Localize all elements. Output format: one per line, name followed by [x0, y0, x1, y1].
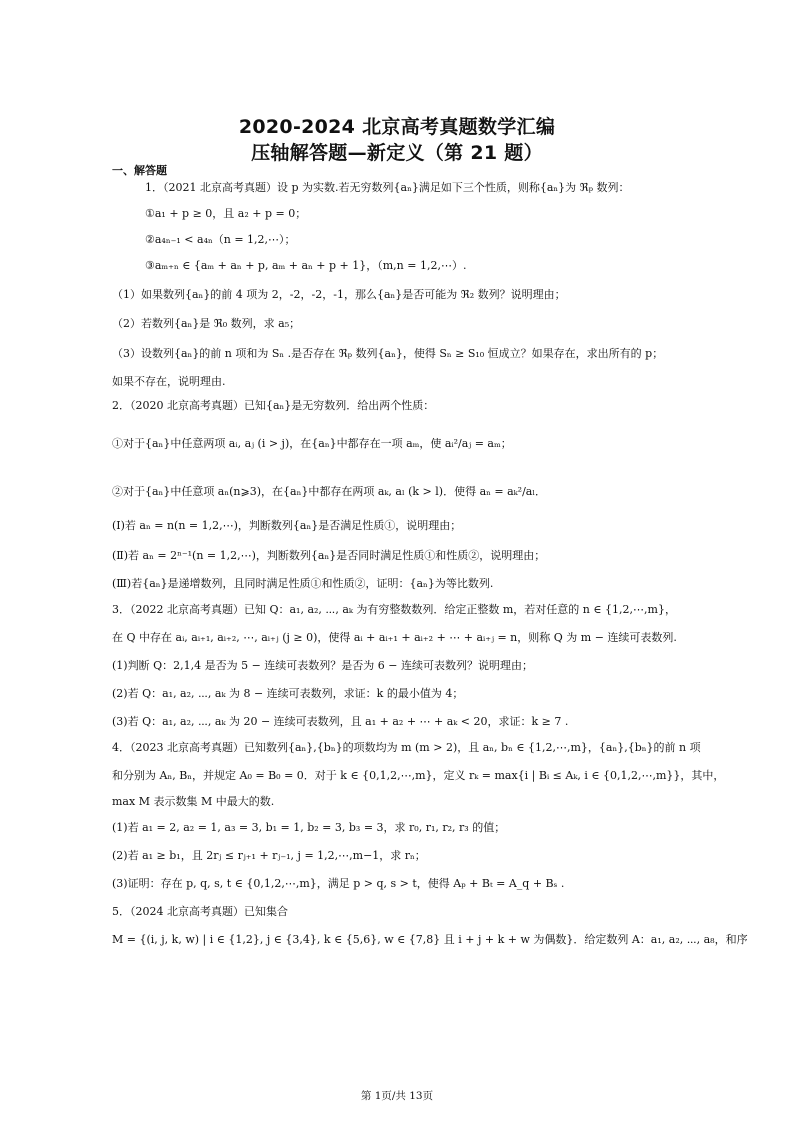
document-subtitle: 压轴解答题—新定义（第 21 题）: [251, 142, 543, 164]
q3-intro-cont: 在 Q 中存在 aᵢ, aᵢ₊₁, aᵢ₊₂, ⋯, aᵢ₊ⱼ (j ≥ 0)，使得 aᵢ + aᵢ₊₁ + aᵢ₊₂ + ⋯ + aᵢ₊ⱼ = n，则称 Q 为 m − 连续可表数列.: [112, 631, 677, 644]
section-heading: 一、解答题: [112, 164, 167, 177]
q4-intro-cont: 和分别为 Aₙ, Bₙ，并规定 A₀ = B₀ = 0．对于 k ∈ {0,1,2,⋯,m}，定义 rₖ = max{i | Bᵢ ≤ Aₖ, i ∈ {0,1,2,⋯,m}}，其中，: [112, 769, 725, 782]
q4-sub-1: (1)若 a₁ = 2, a₂ = 1, a₃ = 3, b₁ = 1, b₂ = 3, b₃ = 3，求 r₀, r₁, r₂, r₃ 的值；: [112, 821, 506, 834]
q2-property-2: ②对于{aₙ}中任意项 aₙ(n⩾3)，在{aₙ}中都存在两项 aₖ, aₗ (k > l)．使得 aₙ = aₖ²/aₗ．: [112, 485, 547, 498]
q1-intro: 1．（2021 北京高考真题）设 p 为实数.若无穷数列{aₙ}满足如下三个性质，则称{aₙ}为 ℜₚ 数列：: [145, 181, 630, 194]
q4-intro: 4．（2023 北京高考真题）已知数列{aₙ},{bₙ}的项数均为 m (m > 2)，且 aₙ, bₙ ∈ {1,2,⋯,m}，{aₙ},{bₙ}的前 n 项: [112, 741, 701, 754]
q4-sub-3: (3)证明：存在 p, q, s, t ∈ {0,1,2,⋯,m}，满足 p > q, s > t，使得 Aₚ + Bₜ = A_q + Bₛ .: [112, 877, 565, 890]
q2-sub-1: (Ⅰ)若 aₙ = n(n = 1,2,⋯)，判断数列{aₙ}是否满足性质①，说明理由；: [112, 519, 462, 532]
document-title: 2020-2024 北京高考真题数学汇编: [238, 116, 556, 138]
q3-intro: 3．（2022 北京高考真题）已知 Q：a₁, a₂, ⋯, aₖ 为有穷整数数列．给定正整数 m，若对任意的 n ∈ {1,2,⋯,m}，: [112, 603, 676, 616]
q3-sub-2: (2)若 Q：a₁, a₂, ⋯, aₖ 为 8 − 连续可表数列，求证：k 的最小值为 4；: [112, 687, 464, 700]
q2-sub-3: (Ⅲ)若{aₙ}是递增数列，且同时满足性质①和性质②，证明：{aₙ}为等比数列.: [112, 577, 494, 590]
q1-property-3: ③aₘ₊ₙ ∈ {aₘ + aₙ + p, aₘ + aₙ + p + 1}，（m,n = 1,2,⋯）.: [145, 259, 467, 272]
q1-property-2: ②a₄ₙ₋₁ < a₄ₙ（n = 1,2,⋯）；: [145, 233, 296, 246]
q5-intro: 5．（2024 北京高考真题）已知集合: [112, 905, 288, 918]
q2-sub-2: (Ⅱ)若 aₙ = 2ⁿ⁻¹(n = 1,2,⋯)，判断数列{aₙ}是否同时满足性质①和性质②，说明理由；: [112, 549, 546, 562]
q4-intro-cont-2: max M 表示数集 M 中最大的数.: [112, 795, 275, 808]
page-footer: 第 1页/共 13页: [360, 1090, 434, 1102]
q3-sub-3: (3)若 Q：a₁, a₂, ⋯, aₖ 为 20 − 连续可表数列，且 a₁ + a₂ + ⋯ + aₖ < 20，求证：k ≥ 7 .: [112, 715, 569, 728]
q3-sub-1: (1)判断 Q：2,1,4 是否为 5 − 连续可表数列？是否为 6 − 连续可表数列？说明理由；: [112, 659, 533, 672]
q1-sub-2: （2）若数列{aₙ}是 ℜ₀ 数列，求 a₅；: [112, 317, 301, 330]
q1-sub-3-cont: 如果不存在，说明理由.: [112, 375, 226, 388]
q5-set-definition: M = {(i, j, k, w) | i ∈ {1,2}, j ∈ {3,4}, k ∈ {5,6}, w ∈ {7,8} 且 i + j + k + w 为偶数}．给定数列 A：a₁, a₂, ⋯, a₈，和序: [112, 933, 748, 946]
q4-sub-2: (2)若 a₁ ≥ b₁，且 2rⱼ ≤ rⱼ₊₁ + rⱼ₋₁, j = 1,2,⋯,m−1，求 rₙ；: [112, 849, 426, 862]
q2-intro: 2．（2020 北京高考真题）已知{aₙ}是无穷数列．给出两个性质：: [112, 399, 435, 412]
q1-property-1: ①a₁ + p ≥ 0，且 a₂ + p = 0；: [145, 207, 307, 220]
q2-property-1: ①对于{aₙ}中任意两项 aᵢ, aⱼ (i > j)，在{aₙ}中都存在一项 aₘ，使 aᵢ²/aⱼ = aₘ；: [112, 437, 512, 450]
q1-sub-3: （3）设数列{aₙ}的前 n 项和为 Sₙ .是否存在 ℜₚ 数列{aₙ}，使得 Sₙ ≥ S₁₀ 恒成立？如果存在，求出所有的 p；: [112, 347, 664, 360]
q1-sub-1: （1）如果数列{aₙ}的前 4 项为 2，-2，-2，-1，那么{aₙ}是否可能为 ℜ₂ 数列？说明理由；: [112, 288, 566, 301]
